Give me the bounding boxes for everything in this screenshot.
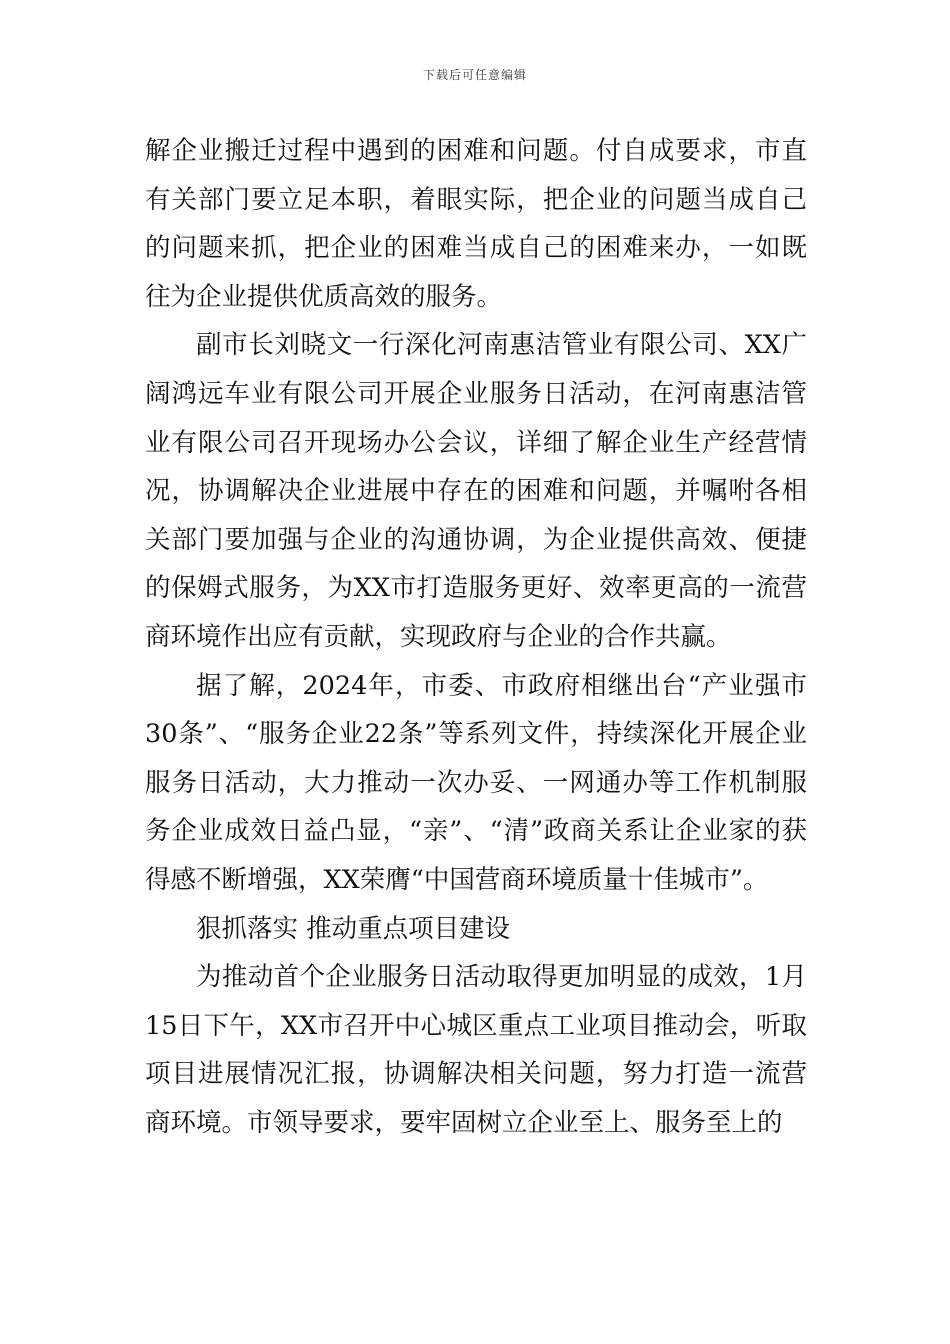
paragraph: 据了解，2024年，市委、市政府相继出台“产业强市30条”、“服务企业22条”等系列文件，持续深化开展企业服务日活动，大力推动一次办妥、一网通办等工作机制服务企业成效日益凸显，“亲”、“清”政商关系让企业家的获得感不断增强，XX荣膺“中国营商环境质量十佳城市”。 bbox=[145, 670, 807, 895]
section-heading: 狠抓落实 推动重点项目建设 bbox=[196, 913, 511, 944]
paragraph: 为推动首个企业服务日活动取得更加明显的成效，1月15日下午，XX市召开中心城区重点工业项目推动会，听取项目进展情况汇报，协调解决相关问题，努力打造一流营商环境。市领导要求，要牢固树立企业至上、服务至上的 bbox=[145, 962, 807, 1138]
paragraph: 副市长刘晓文一行深化河南惠洁管业有限公司、XX广阔鸿远车业有限公司开展企业服务日活动，在河南惠洁管业有限公司召开现场办公会议，详细了解企业生产经营情况，协调解决企业进展中存在的困难和问题，并嘱咐各相关部门要加强与企业的沟通协调，为企业提供高效、便捷的保姆式服务，为XX市打造服务更好、效率更高的一流营商环境作出应有贡献，实现政府与企业的合作共赢。 bbox=[145, 330, 807, 652]
document-body bbox=[145, 127, 807, 1147]
paragraph-continuation: 解企业搬迁过程中遇到的困难和问题。付自成要求，市直有关部门要立足本职，着眼实际，把企业的问题当成自己的问题来抓，把企业的困难当成自己的困难来办，一如既往为企业提供优质高效的服务。 bbox=[145, 136, 807, 312]
header-note: 下载后可任意编辑 bbox=[422, 68, 527, 82]
